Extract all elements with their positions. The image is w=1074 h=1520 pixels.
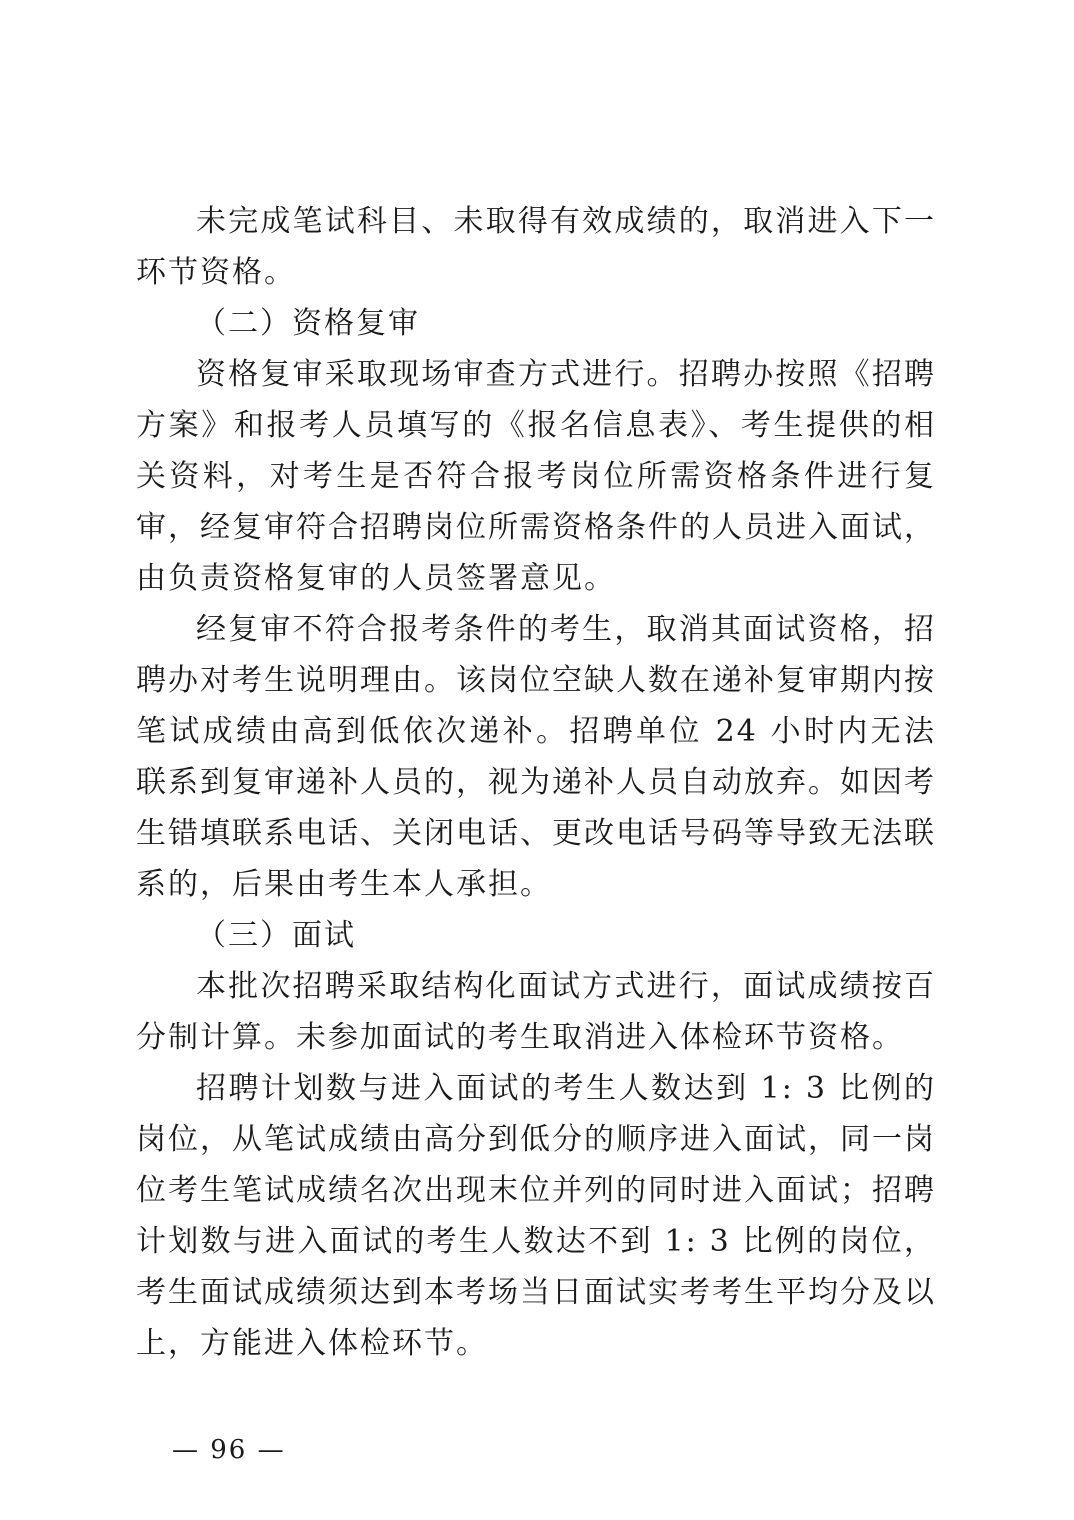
document-body: [136, 196, 936, 1369]
paragraph: 招聘计划数与进入面试的考生人数达到 1: 3 比例的岗位，从笔试成绩由高分到低分的顺序进入面试，同一岗位考生笔试成绩名次出现末位并列的同时进入面试；招聘计划数与进入面试的考生人数达不到 1: 3 比例的岗位，考生面试成绩须达到本考场当日面试实考考生平均分及以上，方能进入体检环节。: [136, 1071, 936, 1361]
paragraph: 资格复审采取现场审查方式进行。招聘办按照《招聘方案》和报考人员填写的《报名信息表》、考生提供的相关资料，对考生是否符合报考岗位所需资格条件进行复审，经复审符合招聘岗位所需资格条件的人员进入面试，由负责资格复审的人员签署意见。: [136, 357, 936, 596]
section-heading: （三）面试: [196, 918, 356, 953]
section-heading: （二）资格复审: [196, 306, 420, 341]
paragraph: 未完成笔试科目、未取得有效成绩的，取消进入下一环节资格。: [136, 204, 936, 290]
page-number: — 96 —: [172, 1435, 286, 1465]
paragraph: 本批次招聘采取结构化面试方式进行，面试成绩按百分制计算。未参加面试的考生取消进入体检环节资格。: [136, 969, 936, 1055]
paragraph: 经复审不符合报考条件的考生，取消其面试资格，招聘办对考生说明理由。该岗位空缺人数在递补复审期内按笔试成绩由高到低依次递补。招聘单位 24 小时内无法联系到复审递补人员的，视为递补人员自动放弃。如因考生错填联系电话、关闭电话、更改电话号码等导致无法联系的，后果由考生本人承担。: [136, 612, 936, 902]
